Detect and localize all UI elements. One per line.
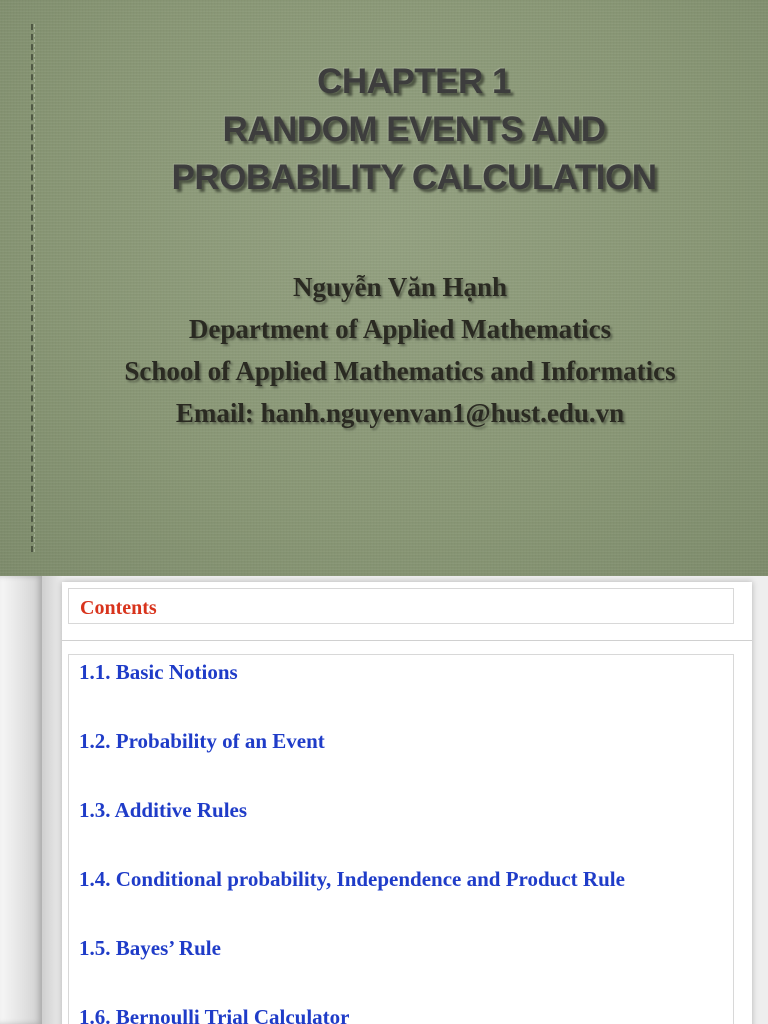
chapter-title-line-1: CHAPTER 1	[317, 62, 511, 101]
toc-item-additive-rules[interactable]: 1.3. Additive Rules	[79, 798, 248, 822]
contents-body-box	[68, 654, 734, 1024]
contents-heading: Contents	[80, 597, 157, 619]
toc-item-conditional-probability[interactable]: 1.4. Conditional probability, Independence and Product Rule	[79, 867, 625, 891]
school-name: School of Applied Mathematics and Informatics	[124, 356, 676, 386]
contents-paper	[62, 582, 752, 1024]
contents-slide	[0, 576, 768, 1024]
author-name: Nguyễn Văn Hạnh	[292, 272, 508, 302]
header-divider	[62, 640, 752, 641]
binder-spine	[0, 576, 42, 1024]
table-of-contents	[79, 657, 719, 1024]
toc-item-basic-notions[interactable]: 1.1. Basic Notions	[79, 660, 238, 684]
author-block	[0, 266, 768, 434]
chapter-title-line-3: PROBABILITY CALCULATION	[171, 158, 657, 197]
toc-item-bernoulli-trial[interactable]: 1.6. Bernoulli Trial Calculator	[79, 1005, 350, 1024]
contents-header-box	[68, 588, 734, 624]
toc-item-probability-of-event[interactable]: 1.2. Probability of an Event	[79, 729, 325, 753]
chapter-title-line-2: RANDOM EVENTS AND	[222, 110, 606, 149]
chapter-title	[40, 58, 768, 202]
author-email: Email: hanh.nguyenvan1@hust.edu.vn	[175, 398, 625, 428]
department-name: Department of Applied Mathematics	[188, 314, 612, 344]
toc-item-bayes-rule[interactable]: 1.5. Bayes’ Rule	[79, 936, 221, 960]
binder-edge	[42, 576, 62, 1024]
